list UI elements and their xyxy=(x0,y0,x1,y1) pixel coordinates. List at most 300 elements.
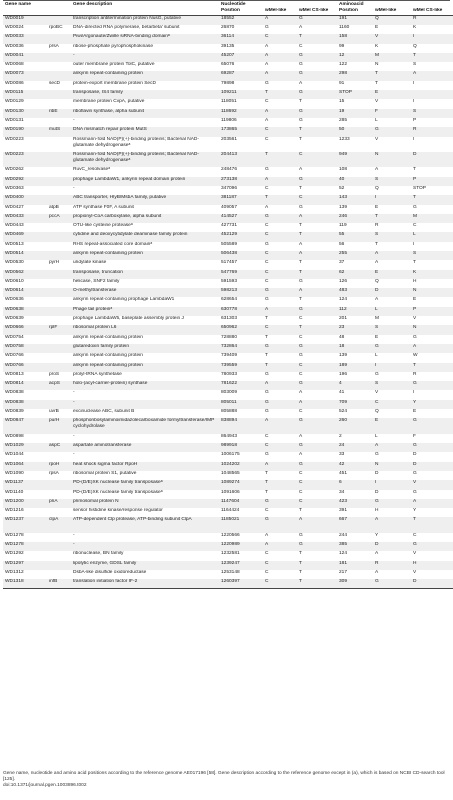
cell-nt-wmel-like: A xyxy=(265,542,269,548)
cell-aa-wmel-cs-like: P xyxy=(413,306,417,312)
cell-aa-position: 23 xyxy=(339,325,345,331)
cell-aa-position: 40 xyxy=(339,176,345,182)
cell-aa-wmel-like: G xyxy=(375,127,379,133)
cell-aa-wmel-like: N xyxy=(375,151,379,157)
cell-aa-position: 42 xyxy=(339,461,345,467)
cell-gene-symbol: mutS xyxy=(49,127,61,133)
cell-aa-wmel-cs-like: R xyxy=(413,127,417,133)
cell-nt-wmel-cs-like: C xyxy=(299,498,303,504)
cell-nt-wmel-like: C xyxy=(265,185,269,191)
cell-aa-wmel-like: N xyxy=(375,461,379,467)
cell-gene-description: prophage LambdaW1, ankyrin repeat domain protein xyxy=(73,176,186,182)
cell-aa-wmel-like: Y xyxy=(375,532,379,538)
cell-aa-wmel-cs-like: E xyxy=(413,409,417,415)
cell-nt-position: 805888 xyxy=(221,409,238,415)
table-header xyxy=(3,0,453,16)
cell-aa-wmel-like: L xyxy=(375,117,378,123)
cell-gene-description: glutaredoxin family protein xyxy=(73,343,129,349)
table-row xyxy=(3,34,453,43)
cell-nt-position: 26870 xyxy=(221,24,235,30)
cell-gene-description: ankyrin repeat-containing protein xyxy=(73,362,143,368)
cell-gene-description: ankyrin repeat-containing protein xyxy=(73,251,143,256)
cell-aa-wmel-like: A xyxy=(375,443,379,449)
cell-aa-wmel-like: N xyxy=(375,62,379,68)
cell-aa-position: 1160 xyxy=(339,24,350,30)
cell-gene-name: WD0898 xyxy=(5,433,24,439)
cell-nt-position: 864943 xyxy=(221,433,238,439)
cell-gene-symbol xyxy=(47,353,71,362)
cell-nt-wmel-like: T xyxy=(265,195,268,201)
cell-aa-wmel-cs-like: G xyxy=(413,542,417,548)
cell-aa-wmel-like: H xyxy=(375,508,379,514)
cell-gene-description: primosomal protein N xyxy=(73,498,119,504)
cell-nt-position: 1232581 xyxy=(221,551,240,557)
table-row xyxy=(3,381,453,390)
cell-nt-wmel-cs-like: G xyxy=(299,108,303,114)
cell-nt-wmel-like: A xyxy=(265,16,269,22)
cell-gene-name: WD0636 xyxy=(5,297,24,303)
cell-aa-wmel-cs-like: P xyxy=(413,117,417,123)
table-row xyxy=(3,335,453,344)
cell-gene-symbol xyxy=(47,307,71,316)
cell-aa-position: 6 xyxy=(339,480,342,486)
table-row xyxy=(3,279,453,288)
cell-gene-name: WD0068 xyxy=(5,62,24,68)
cell-nt-position: 739559 xyxy=(221,362,238,368)
cell-gene-symbol: secD xyxy=(49,80,60,86)
cell-gene-name: WD0129 xyxy=(5,99,24,105)
cell-nt-position: 79898 xyxy=(221,80,235,86)
cell-gene-name: WD0131 xyxy=(5,117,24,123)
table-row xyxy=(3,16,453,25)
cell-aa-wmel-cs-like: M xyxy=(413,213,417,219)
cell-aa-position: 255 xyxy=(339,251,348,256)
cell-gene-symbol xyxy=(47,508,71,517)
table-row xyxy=(3,517,453,532)
cell-aa-wmel-cs-like: S xyxy=(413,108,417,114)
table-row xyxy=(3,579,453,588)
cell-nt-position: 118692 xyxy=(221,108,237,114)
table-row xyxy=(3,462,453,471)
table-row xyxy=(3,81,453,90)
cell-aa-wmel-like: R xyxy=(375,223,379,229)
cell-nt-wmel-cs-like: G xyxy=(299,306,303,312)
cell-aa-wmel-like: E xyxy=(375,204,379,210)
table-row xyxy=(3,400,453,409)
cell-nt-position: 598213 xyxy=(221,288,238,294)
cell-gene-name: WD0262 xyxy=(5,167,24,173)
cell-gene-symbol xyxy=(47,186,71,195)
cell-gene-symbol: ribE xyxy=(49,108,58,114)
cell-gene-description: ATP-dependent Clp protease, ATP-binding subunit ClpA xyxy=(73,517,192,523)
cell-aa-position: 191 xyxy=(339,16,348,22)
cell-nt-position: 39135 xyxy=(221,43,235,49)
cell-nt-wmel-like: C xyxy=(265,127,269,133)
cell-nt-wmel-like: A xyxy=(265,461,269,467)
cell-nt-wmel-like: A xyxy=(265,71,269,77)
cell-nt-wmel-like: C xyxy=(265,136,269,142)
cell-gene-name: WD0086 xyxy=(5,80,24,86)
cell-gene-symbol xyxy=(47,279,71,288)
cell-aa-wmel-like: D xyxy=(375,470,379,476)
table-row xyxy=(3,167,453,176)
cell-gene-description: ribose-phosphate pyrophosphokinase xyxy=(73,43,154,49)
cell-gene-symbol xyxy=(47,542,71,551)
cell-gene-symbol xyxy=(47,288,71,297)
cell-nt-position: 409057 xyxy=(221,204,238,210)
cell-gene-description: membrane protein CvpA, putative xyxy=(73,99,145,105)
cell-nt-wmel-like: G xyxy=(265,452,269,458)
cell-aa-position: 41 xyxy=(339,390,345,396)
cell-nt-wmel-like: G xyxy=(265,371,269,377)
cell-aa-position: 33 xyxy=(339,452,345,458)
table-row xyxy=(3,152,453,167)
cell-gene-symbol xyxy=(47,561,71,570)
cell-nt-wmel-like: G xyxy=(265,297,269,303)
cell-aa-position: 949 xyxy=(339,151,348,157)
cell-gene-description: - xyxy=(73,542,75,548)
table-row xyxy=(3,551,453,560)
cell-gene-description: cytidine and deoxycytidylate deaminase family protein xyxy=(73,232,188,238)
cell-aa-wmel-cs-like: G xyxy=(413,334,417,340)
cell-nt-wmel-cs-like: A xyxy=(299,167,303,173)
cell-gene-name: WD0433 xyxy=(5,213,24,219)
cell-gene-description: protein-export membrane protein SecD xyxy=(73,80,156,86)
cell-aa-wmel-like: T xyxy=(375,213,378,219)
cell-gene-name: WD1029 xyxy=(5,443,24,449)
cell-nt-wmel-cs-like: A xyxy=(299,213,303,219)
cell-gene-symbol: uvrB xyxy=(49,409,59,415)
cell-gene-description: PD-(D/E)XK nuclease family transposaseᵃ xyxy=(73,489,163,495)
cell-gene-symbol xyxy=(47,297,71,306)
cell-aa-wmel-cs-like: V xyxy=(413,551,417,557)
cell-aa-wmel-cs-like: S xyxy=(413,62,417,68)
table-row xyxy=(3,25,453,34)
cell-nt-wmel-cs-like: T xyxy=(299,551,302,557)
cell-aa-wmel-like: D xyxy=(375,489,379,495)
cell-aa-wmel-like: A xyxy=(375,569,379,575)
cell-aa-position: 423 xyxy=(339,498,348,504)
cell-aa-wmel-cs-like: F xyxy=(413,433,416,439)
cell-nt-position: 506438 xyxy=(221,251,238,256)
cell-gene-name: WD1044 xyxy=(5,452,24,458)
cell-nt-position: 1164424 xyxy=(221,508,240,514)
cell-aa-wmel-cs-like: A xyxy=(413,71,417,77)
cell-nt-position: 203561 xyxy=(221,136,238,142)
cell-gene-description: DNA mismatch repair protein MutS xyxy=(73,127,147,133)
cell-gene-symbol xyxy=(47,551,71,560)
cell-nt-wmel-like: A xyxy=(265,306,269,312)
cell-nt-position: 1147604 xyxy=(221,498,240,504)
cell-nt-position: 780933 xyxy=(221,371,238,377)
cell-aa-wmel-like: V xyxy=(375,390,379,396)
cell-nt-wmel-like: A xyxy=(265,176,269,182)
cell-nt-wmel-like: G xyxy=(265,80,269,86)
table-row xyxy=(3,118,453,127)
cell-aa-wmel-cs-like: V xyxy=(413,480,417,486)
cell-nt-wmel-cs-like: G xyxy=(299,278,303,284)
cell-aa-wmel-cs-like: T xyxy=(413,167,416,173)
cell-aa-position: 385 xyxy=(339,542,348,548)
cell-aa-wmel-like: D xyxy=(375,542,379,548)
cell-gene-description: - xyxy=(73,452,75,458)
cell-nt-wmel-like: C xyxy=(265,433,269,439)
cell-gene-description: propionyl-CoA carboxylase, alpha subunit xyxy=(73,213,162,219)
cell-nt-position: 732864 xyxy=(221,343,238,349)
cell-aa-wmel-cs-like: W xyxy=(413,353,418,359)
cell-gene-description: - xyxy=(73,117,75,123)
cell-aa-position: STOP xyxy=(339,90,352,96)
cell-gene-name: WD0813 xyxy=(5,371,24,377)
cell-aa-position: 18 xyxy=(339,343,345,349)
cell-nt-wmel-cs-like: C xyxy=(299,409,303,415)
cell-aa-wmel-like: K xyxy=(375,43,379,49)
cell-nt-wmel-cs-like: C xyxy=(299,480,303,486)
cell-gene-name: WD0638 xyxy=(5,306,24,312)
cell-aa-position: 260 xyxy=(339,418,348,424)
cell-gene-description: - xyxy=(73,52,75,58)
cell-nt-wmel-like: A xyxy=(265,117,269,123)
cell-gene-name: WD1278 xyxy=(5,542,24,548)
table-row xyxy=(3,186,453,195)
cell-aa-wmel-like: Q xyxy=(375,409,379,415)
cell-nt-position: 36114 xyxy=(221,34,234,40)
cell-aa-wmel-like: E xyxy=(375,269,379,275)
cell-gene-name: WD0666 xyxy=(5,325,24,331)
cell-nt-wmel-like: C xyxy=(265,443,269,449)
cell-aa-position: 12 xyxy=(339,52,345,58)
cell-gene-description: ribonuclease, BN family xyxy=(73,551,124,557)
cell-aa-wmel-like: A xyxy=(375,551,379,557)
cell-aa-wmel-like: G xyxy=(375,343,379,349)
cell-gene-symbol xyxy=(47,570,71,579)
cell-gene-name: WD0363 xyxy=(5,185,24,191)
cell-gene-name: WD0514 xyxy=(5,251,24,256)
cell-aa-wmel-cs-like: T xyxy=(413,362,416,368)
cell-aa-position: 50 xyxy=(339,127,345,133)
table-row xyxy=(3,533,453,542)
cell-nt-position: 631303 xyxy=(221,316,238,322)
cell-nt-wmel-cs-like: A xyxy=(299,433,303,439)
cell-gene-description: ankyrin repeat-containing protein xyxy=(73,71,143,77)
cell-nt-position: 803009 xyxy=(221,390,238,396)
cell-nt-wmel-cs-like: C xyxy=(299,470,303,476)
cell-nt-position: 1220566 xyxy=(221,532,240,538)
cell-gene-symbol: pyrH xyxy=(49,260,60,266)
cell-nt-wmel-like: C xyxy=(265,325,269,331)
cell-nt-position: 347096 xyxy=(221,185,238,191)
cell-aa-position: 2 xyxy=(339,433,342,439)
cell-gene-symbol xyxy=(47,53,71,62)
cell-nt-wmel-like: A xyxy=(265,204,269,210)
cell-gene-description: ATP synthase F0F, A subunit xyxy=(73,204,134,210)
cell-gene-name: WD0223 xyxy=(5,151,24,157)
cell-nt-position: 989918 xyxy=(221,443,238,449)
cell-nt-wmel-cs-like: C xyxy=(299,362,303,368)
cell-nt-position: 1006175 xyxy=(221,452,240,458)
cell-aa-position: 201 xyxy=(339,316,348,322)
table-row xyxy=(3,344,453,353)
table-row xyxy=(3,363,453,372)
cell-aa-position: 4 xyxy=(339,381,342,387)
cell-nt-wmel-cs-like: T xyxy=(299,325,302,331)
snp-table xyxy=(3,0,453,589)
header-gene-description: Gene description xyxy=(73,2,113,7)
table-row xyxy=(3,297,453,306)
cell-gene-name: WD1278 xyxy=(5,532,24,538)
cell-nt-position: 173865 xyxy=(221,127,238,133)
cell-aa-wmel-like: G xyxy=(375,498,379,504)
cell-nt-wmel-cs-like: G xyxy=(299,117,303,123)
cell-gene-symbol: rpoH xyxy=(49,461,60,467)
cell-nt-wmel-cs-like: A xyxy=(299,399,303,405)
cell-aa-wmel-like: V xyxy=(375,99,379,105)
cell-gene-name: WD0530 xyxy=(5,260,24,266)
cell-nt-wmel-cs-like: G xyxy=(299,418,303,424)
cell-nt-position: 781622 xyxy=(221,381,238,387)
cell-aa-position: 124 xyxy=(339,297,348,303)
cell-aa-wmel-cs-like: I xyxy=(413,390,415,396)
cell-gene-name: WD1237 xyxy=(5,517,24,523)
cell-aa-wmel-like: S xyxy=(375,381,379,387)
cell-gene-symbol xyxy=(47,344,71,353)
cell-gene-name: WD1216 xyxy=(5,508,24,514)
cell-nt-wmel-like: T xyxy=(265,362,268,368)
cell-aa-wmel-cs-like: H xyxy=(413,278,417,284)
cell-aa-position: 524 xyxy=(339,409,348,415)
cell-gene-name: WD1312 xyxy=(5,569,24,575)
cell-nt-wmel-cs-like: T xyxy=(299,99,302,105)
cell-nt-wmel-like: A xyxy=(265,418,269,424)
cell-nt-position: 805011 xyxy=(221,399,237,405)
cell-aa-wmel-like: R xyxy=(375,560,379,566)
cell-aa-position: 483 xyxy=(339,288,348,294)
cell-gene-description: DsbA-like disulfide oxidoreductase xyxy=(73,569,147,575)
cell-nt-position: 1089274 xyxy=(221,480,240,486)
cell-nt-position: 505589 xyxy=(221,241,238,247)
cell-nt-wmel-like: C xyxy=(265,34,269,40)
cell-aa-wmel-cs-like: C xyxy=(413,223,417,229)
table-row xyxy=(3,434,453,443)
cell-aa-wmel-cs-like: T xyxy=(413,52,416,58)
cell-gene-description: outer membrane protein TolC, putative xyxy=(73,62,155,68)
cell-nt-wmel-cs-like: T xyxy=(299,260,302,266)
header-wmel-like: wMel-like xyxy=(265,8,287,14)
cell-nt-wmel-cs-like: T xyxy=(299,269,302,275)
cell-nt-wmel-cs-like: T xyxy=(299,560,302,566)
cell-nt-wmel-cs-like: T xyxy=(299,185,302,191)
cell-aa-wmel-cs-like xyxy=(411,90,453,99)
cell-aa-position: 91 xyxy=(339,80,345,86)
cell-gene-description: RuvC_resolvaseᵃ xyxy=(73,167,110,173)
cell-nt-position: 591593 xyxy=(221,278,238,284)
cell-nt-position: 18552 xyxy=(221,16,235,22)
cell-aa-position: 124 xyxy=(339,551,348,557)
cell-gene-symbol xyxy=(47,480,71,489)
cell-gene-symbol xyxy=(47,251,71,260)
header-position: Position xyxy=(221,8,240,14)
footnote-text: Gene name, nucleotide and amino acid positions according to the reference genome AE017196 [58]. Gene description according to the reference genome except in (a), which is based on NCBI CD-search tool [125]. xyxy=(3,771,445,782)
cell-gene-name: WD0766 xyxy=(5,353,24,359)
cell-aa-wmel-cs-like: A xyxy=(413,498,417,504)
cell-aa-wmel-cs-like: G xyxy=(413,489,417,495)
table-row xyxy=(3,90,453,99)
cell-nt-wmel-like: C xyxy=(265,251,269,256)
cell-aa-position: 143 xyxy=(339,195,348,201)
cell-nt-wmel-cs-like: G xyxy=(299,532,303,538)
cell-nt-position: 1185021 xyxy=(221,517,240,523)
table-row xyxy=(3,409,453,418)
table-row xyxy=(3,490,453,499)
cell-gene-description: phosphoribosylaminoimidazolecarboxamide formyltransferase/IMP cyclohydrolase xyxy=(73,418,215,430)
cell-aa-wmel-like: E xyxy=(375,418,379,424)
table-row xyxy=(3,480,453,489)
cell-gene-name: WD0033 xyxy=(5,34,24,40)
cell-gene-description: transposase, truncation xyxy=(73,269,123,275)
cell-aa-wmel-like: V xyxy=(375,136,379,142)
cell-gene-description: PD-(D/E)XK nuclease family transposaseᵃ xyxy=(73,480,163,486)
table-row xyxy=(3,570,453,579)
cell-gene-name: WD0223 xyxy=(5,136,24,142)
cell-aa-wmel-like: T xyxy=(375,80,378,86)
cell-nt-wmel-like: A xyxy=(265,43,269,49)
cell-nt-wmel-like: T xyxy=(265,489,268,495)
cell-aa-wmel-cs-like: C xyxy=(413,532,417,538)
cell-gene-description: excinuclease ABC, subunit B xyxy=(73,409,135,415)
cell-gene-symbol: rpoBC xyxy=(49,24,63,30)
cell-aa-wmel-like: L xyxy=(375,433,378,439)
cell-nt-wmel-cs-like: A xyxy=(299,80,303,86)
cell-nt-position: 273138 xyxy=(221,176,238,182)
cell-aa-wmel-cs-like: N xyxy=(413,325,417,331)
cell-aa-position: 62 xyxy=(339,269,345,275)
cell-gene-description: Rossmann-fold NAD(P)(+)-binding proteins; Bacterial NAD-glutamate dehydrogenaseᵃ xyxy=(73,151,199,164)
cell-nt-wmel-cs-like: A xyxy=(299,24,303,30)
cell-nt-position: 1048565 xyxy=(221,470,240,476)
cell-aa-position: 119 xyxy=(339,223,347,229)
cell-aa-wmel-cs-like: K xyxy=(413,24,417,30)
table-row xyxy=(3,71,453,80)
table-row xyxy=(3,418,453,433)
table-row xyxy=(3,288,453,297)
cell-aa-wmel-cs-like: I xyxy=(413,241,415,247)
cell-nt-wmel-like: C xyxy=(265,278,269,284)
header-wmel-cs-like: wMel CS-like xyxy=(299,8,329,14)
cell-nt-position: 204413 xyxy=(221,151,238,157)
header-gene-name: Gene name xyxy=(5,2,31,7)
cell-gene-name: WD0400 xyxy=(5,195,24,201)
cell-nt-position: 119806 xyxy=(221,117,237,123)
cell-gene-name: WD0130 xyxy=(5,108,24,114)
cell-gene-symbol xyxy=(47,99,71,108)
cell-aa-wmel-like: Q xyxy=(375,16,379,22)
cell-nt-position: 517457 xyxy=(221,260,238,266)
cell-gene-description: Rossmann-fold NAD(P)(+)-binding proteins; Bacterial NAD-glutamate dehydrogenaseᵃ xyxy=(73,136,199,148)
cell-nt-wmel-cs-like: G xyxy=(299,542,303,548)
cell-aa-wmel-cs-like: Q xyxy=(413,43,417,49)
cell-nt-wmel-cs-like: C xyxy=(299,371,303,377)
cell-gene-symbol: proS xyxy=(49,371,60,377)
cell-aa-position: 48 xyxy=(339,334,345,340)
cell-aa-wmel-cs-like: H xyxy=(413,560,417,566)
cell-aa-wmel-like: F xyxy=(375,108,378,114)
table-row xyxy=(3,251,453,260)
cell-nt-wmel-like: A xyxy=(265,62,269,68)
cell-nt-wmel-like: T xyxy=(265,480,268,486)
cell-aa-wmel-like: M xyxy=(375,52,379,58)
cell-gene-symbol xyxy=(47,400,71,409)
table-row xyxy=(3,214,453,223)
